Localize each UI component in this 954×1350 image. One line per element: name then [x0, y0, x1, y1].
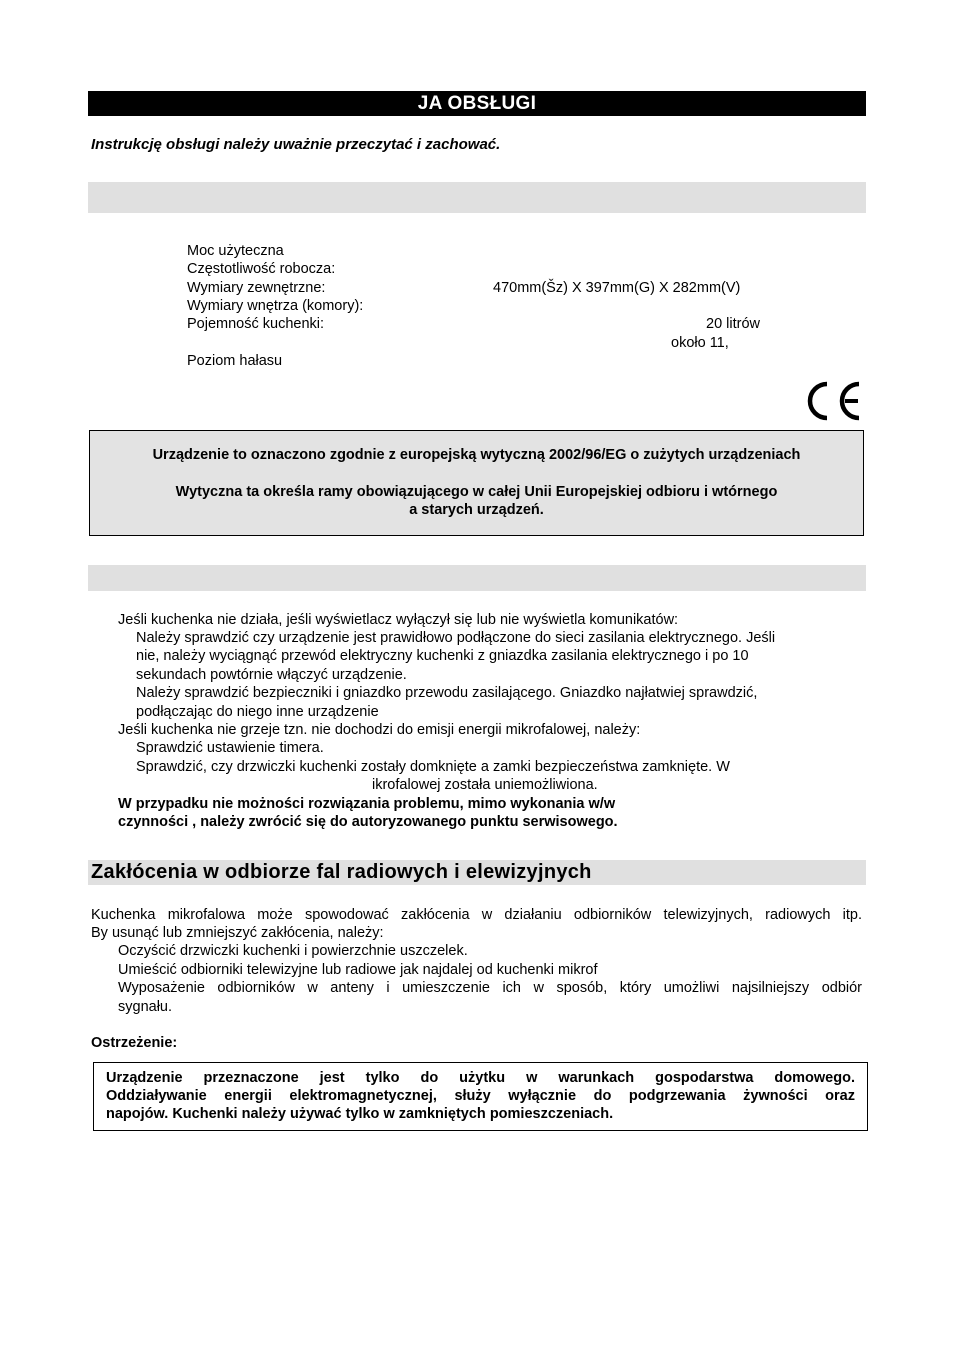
section-bar-specs — [88, 182, 866, 213]
interference-intro-1: Kuchenka mikrofalowa może spowodować zakłócenia w działaniu odbiorników telewizyjnych, radiowych itp. — [91, 907, 862, 923]
warning-line-1: Urządzenie przeznaczone jest tylko do użytku w warunkach gospodarstwa domowego. — [106, 1070, 855, 1086]
spec-value-weight: około 11, — [671, 335, 729, 351]
trouble-line: Sprawdzić ustawienie timera. — [136, 740, 324, 756]
trouble-line: Sprawdzić, czy drzwiczki kuchenki zostały domknięte a zamki bezpieczeństwa zamknięte. W — [136, 759, 730, 775]
trouble-line: Należy sprawdzić bezpieczniki i gniazdko przewodu zasilającego. Gniazdko najłatwiej sprawdzić, — [136, 685, 758, 701]
weee-line-3: a starych urządzeń. — [409, 502, 544, 518]
weee-line-1: Urządzenie to oznaczono zgodnie z europejską wytyczną 2002/96/EG o zużytych urządzeniach — [152, 447, 801, 463]
trouble-line: Należy sprawdzić czy urządzenie jest prawidłowo podłączone do sieci zasilania elektrycznego. Jeśli — [136, 630, 776, 646]
trouble-line: Jeśli kuchenka nie działa, jeśli wyświetlacz wyłączył się lub nie wyświetla komunikatów: — [118, 612, 679, 628]
trouble-line: ikrofalowej została uniemożliwiona. — [372, 777, 598, 793]
ce-mark-logo — [802, 380, 864, 422]
spec-value-capacity: 20 litrów — [706, 316, 760, 332]
interference-intro-2: By usunąć lub zmniejszyć zakłócenia, należy: — [91, 925, 384, 941]
interference-item: Oczyścić drzwiczki kuchenki i powierzchnie uszczelek. — [118, 943, 468, 959]
interference-heading: Zakłócenia w odbiorze fal radiowych i elewizyjnych — [88, 860, 866, 885]
spec-label-capacity: Pojemność kuchenki: — [187, 316, 325, 332]
trouble-line: Jeśli kuchenka nie grzeje tzn. nie dochodzi do emisji energii mikrofalowej, należy: — [118, 722, 641, 738]
warning-line-2: Oddziaływanie energii elektromagnetycznej, służy wyłącznie do podgrzewania żywności oraz — [106, 1088, 855, 1104]
service-note-line-2: czynności , należy zwrócić się do autoryzowanego punktu serwisowego. — [118, 814, 618, 830]
trouble-line: sekundach powtórnie włączyć urządzenie. — [136, 667, 407, 683]
interference-item-cont: sygnału. — [118, 999, 173, 1015]
page-title: JA OBSŁUGI — [88, 91, 866, 116]
warning-label: Ostrzeżenie: — [91, 1035, 178, 1051]
interference-item: Umieścić odbiorniki telewizyjne lub radiowe jak najdalej od kuchenki mikrof — [118, 962, 598, 978]
warning-box — [93, 1062, 868, 1131]
spec-label-noise: Poziom hałasu — [187, 353, 283, 369]
spec-value-external-dimensions: 470mm(Šz) X 397mm(G) X 282mm(V) — [493, 280, 741, 296]
trouble-line: nie, należy wyciągnąć przewód elektryczny kuchenki z gniazdka zasilania elektrycznego i po 10 — [136, 648, 749, 664]
section-bar-troubleshooting — [88, 565, 866, 591]
spec-label-frequency: Częstotliwość robocza: — [187, 261, 336, 277]
trouble-line: podłączając do niego inne urządzenie — [136, 704, 379, 720]
spec-label-external-dimensions: Wymiary zewnętrzne: — [187, 280, 326, 296]
weee-line-2: Wytyczna ta określa ramy obowiązującego w całej Unii Europejskiej odbioru i wtórnego — [175, 484, 778, 500]
interference-item: Wyposażenie odbiorników w anteny i umieszczenie ich w sposób, który umożliwi najsilniejszy odbiór — [118, 980, 862, 996]
weee-notice-box — [89, 430, 864, 536]
service-note-line-1: W przypadku nie możności rozwiązania problemu, mimo wykonania w/w — [118, 796, 616, 812]
warning-line-3: napojów. Kuchenki należy używać tylko w zamkniętych pomieszczeniach. — [106, 1106, 614, 1122]
instruction-subtitle: Instrukcję obsługi należy uważnie przeczytać i zachować. — [91, 136, 501, 153]
spec-label-power: Moc użyteczna — [187, 243, 284, 259]
spec-label-internal-dimensions: Wymiary wnętrza (komory): — [187, 298, 364, 314]
